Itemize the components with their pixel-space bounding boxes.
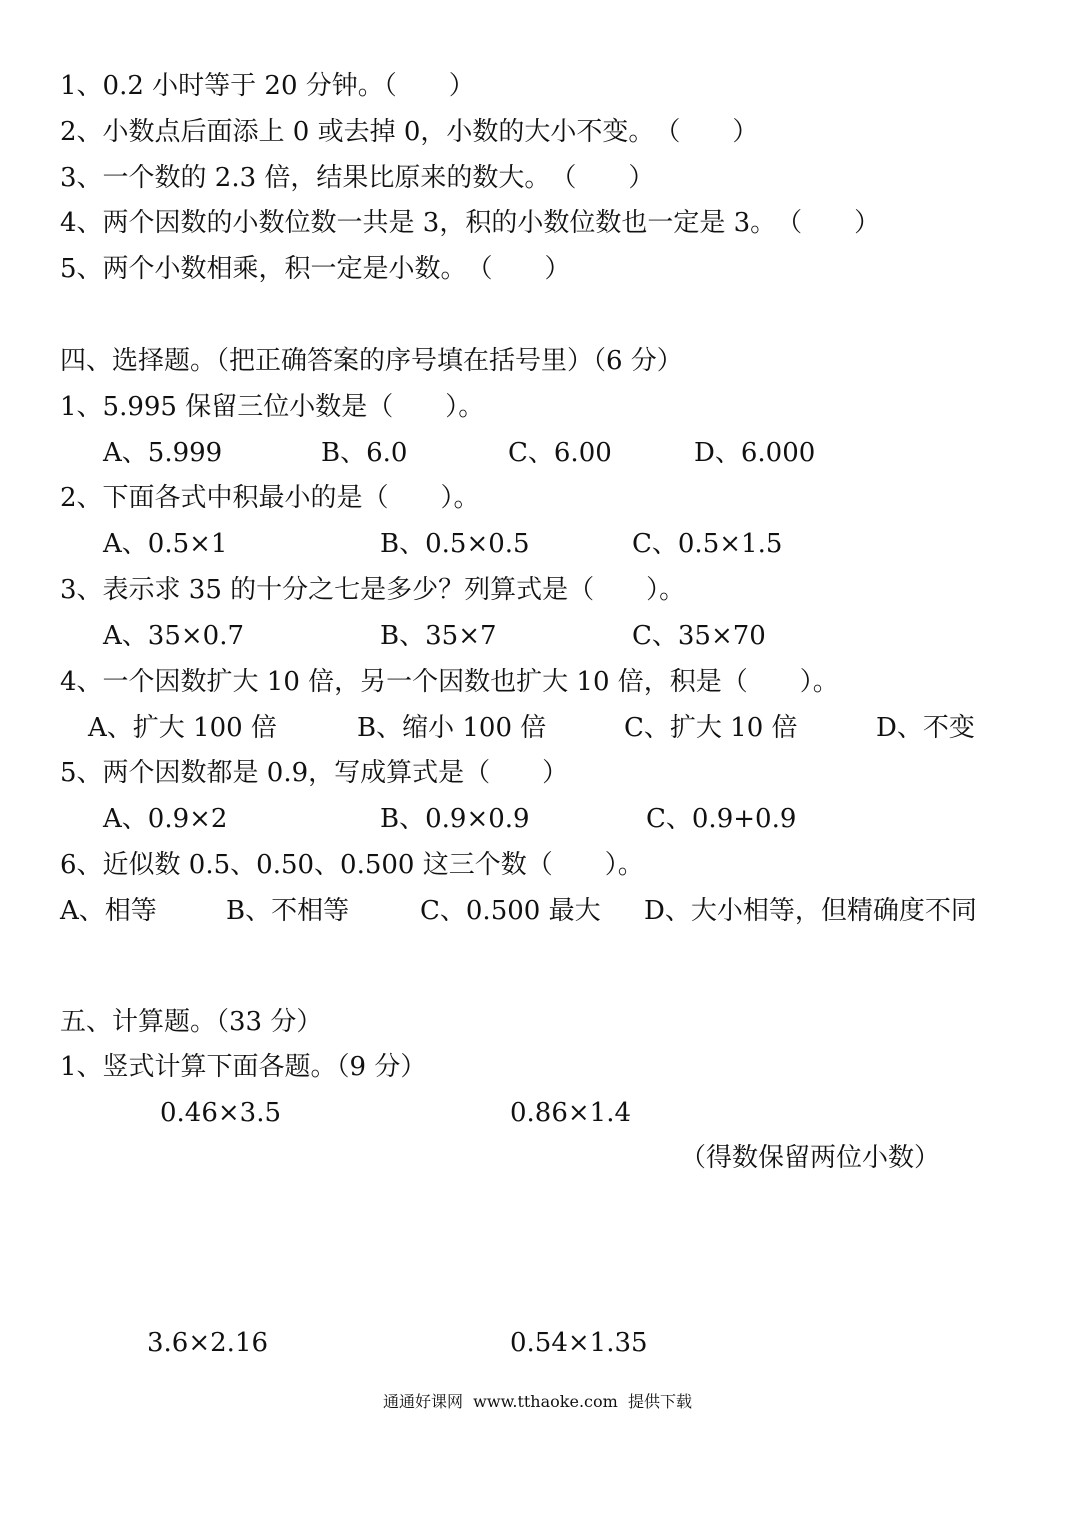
judge-item-4: 4、两个因数的小数位数一共是 3，积的小数位数也一定是 3。 （ ） xyxy=(60,208,881,238)
choice-q3-option-a: A、35×0.7 xyxy=(103,621,244,651)
judge-item-1: 1、0.2 小时等于 20 分钟。（ ） xyxy=(60,71,475,101)
choice-q5-option-c: C、0.9+0.9 xyxy=(646,804,797,834)
choice-q2-stem: 2、下面各式中积最小的是（ ）。 xyxy=(60,483,480,513)
choice-q5-option-a: A、0.9×2 xyxy=(103,804,228,834)
choice-q1-stem: 1、5.995 保留三位小数是（ ）。 xyxy=(60,392,485,422)
choice-q4-option-d: D、不变 xyxy=(876,713,975,743)
choice-q6-option-b: B、不相等 xyxy=(226,896,350,926)
choice-q6-option-c: C、0.500 最大 xyxy=(420,896,601,926)
choice-q4-stem: 4、一个因数扩大 10 倍，另一个因数也扩大 10 倍，积是（ ）。 xyxy=(60,667,839,697)
choice-q1-option-d: D、6.000 xyxy=(694,438,816,468)
choice-q6-option-d: D、大小相等，但精确度不同 xyxy=(644,896,977,926)
choice-q2-option-a: A、0.5×1 xyxy=(103,529,228,559)
choice-q4-option-a: A、扩大 100 倍 xyxy=(88,713,277,743)
choice-q6-option-a: A、相等 xyxy=(60,896,157,926)
calc-sub-heading: 1、竖式计算下面各题。（9 分） xyxy=(60,1052,427,1082)
choice-heading: 四、选择题。（把正确答案的序号填在括号里）（6 分） xyxy=(60,346,683,376)
calc-problem-3: 3.6×2.16 xyxy=(147,1328,269,1358)
calc-rounding-note: （得数保留两位小数） xyxy=(680,1143,941,1173)
choice-q5-option-b: B、0.9×0.9 xyxy=(380,804,530,834)
choice-q1-option-a: A、5.999 xyxy=(103,438,223,468)
judge-item-2: 2、小数点后面添上 0 或去掉 0，小数的大小不变。 （ ） xyxy=(60,117,759,147)
choice-q4-option-b: B、缩小 100 倍 xyxy=(357,713,547,743)
choice-q5-stem: 5、两个因数都是 0.9，写成算式是（ ） xyxy=(60,758,569,788)
choice-q2-option-c: C、0.5×1.5 xyxy=(632,529,783,559)
choice-q4-option-c: C、扩大 10 倍 xyxy=(624,713,798,743)
choice-q1-option-b: B、6.0 xyxy=(321,438,408,468)
calc-problem-1: 0.46×3.5 xyxy=(160,1098,282,1128)
calc-problem-2: 0.86×1.4 xyxy=(510,1098,632,1128)
judge-item-5: 5、两个小数相乘，积一定是小数。 （ ） xyxy=(60,254,571,284)
choice-q2-option-b: B、0.5×0.5 xyxy=(380,529,530,559)
choice-q1-option-c: C、6.00 xyxy=(508,438,612,468)
choice-q3-stem: 3、表示求 35 的十分之七是多少？列算式是（ ）。 xyxy=(60,575,686,605)
calc-problem-4: 0.54×1.35 xyxy=(510,1328,648,1358)
choice-q3-option-b: B、35×7 xyxy=(380,621,497,651)
page-footer: 通通好课网 www.tthaoke.com 提供下载 xyxy=(383,1392,692,1411)
choice-q3-option-c: C、35×70 xyxy=(632,621,766,651)
judge-item-3: 3、一个数的 2.3 倍，结果比原来的数大。 （ ） xyxy=(60,163,655,193)
calc-heading: 五、计算题。（33 分） xyxy=(60,1007,323,1037)
choice-q6-stem: 6、近似数 0.5、0.50、0.500 这三个数（ ）。 xyxy=(60,850,644,880)
